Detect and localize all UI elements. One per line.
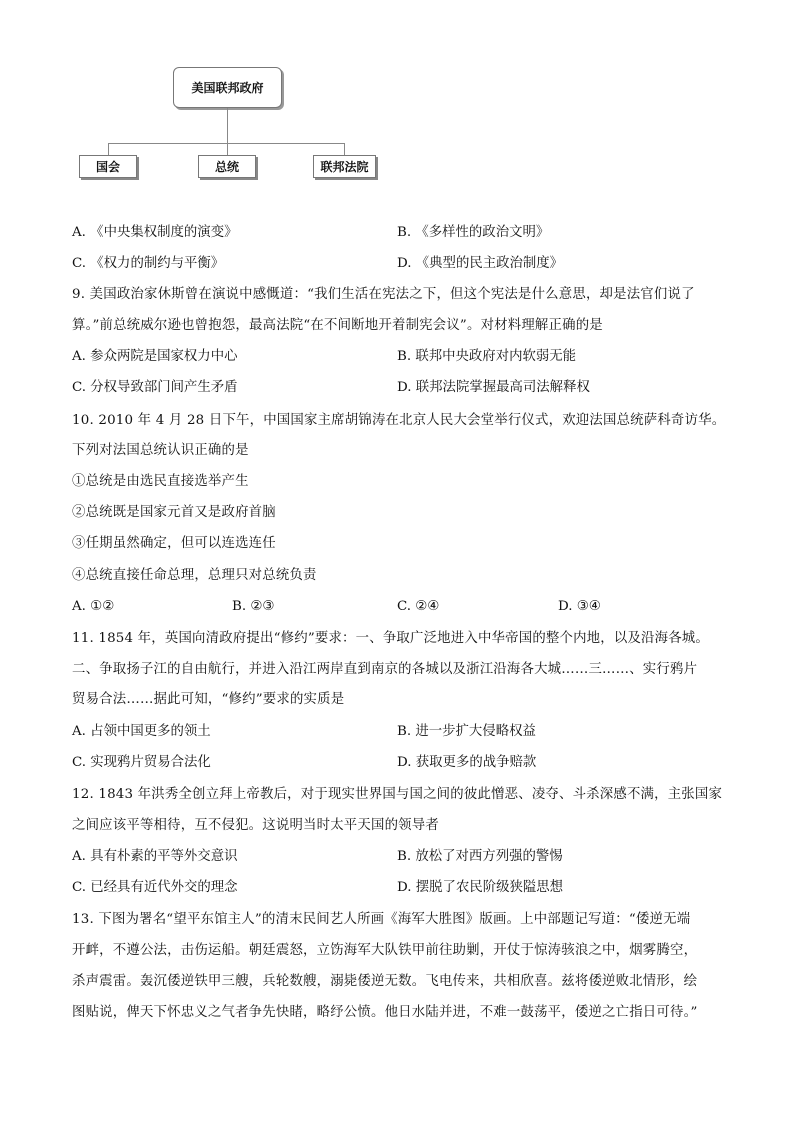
q10-statement: ①总统是由选民直接选举产生 bbox=[72, 474, 249, 489]
q10-option-b: B. ②③ bbox=[232, 599, 275, 614]
diagram-box-president: 总统 bbox=[198, 155, 256, 178]
q10-stem-line: 下列对法国总统认识正确的是 bbox=[72, 443, 249, 458]
q11-option-a: A. 占领中国更多的领土 bbox=[72, 724, 211, 739]
q12-option-a: A. 具有朴素的平等外交意识 bbox=[72, 849, 238, 864]
q13-stem-line: 杀声震雷。轰沉倭逆铁甲三艘，兵轮数艘，溺毙倭逆无数。飞电传来，共相欣喜。兹将倭逆败北情形，绘 bbox=[72, 974, 698, 989]
q10-option-a: A. ①② bbox=[72, 599, 115, 614]
diagram-box-federal-court: 联邦法院 bbox=[313, 155, 376, 178]
q11-option-d: D. 获取更多的战争赔款 bbox=[397, 755, 537, 770]
q9-stem-line: 算。”前总统威尔逊也曾抱怨，最高法院“在不间断地开着制宪会议”。对材料理解正确的是 bbox=[72, 318, 603, 333]
q10-stem-line: 10. 2010 年 4 月 28 日下午，中国国家主席胡锦涛在北京人民大会堂举行仪式，欢迎法国总统萨科奇访华。 bbox=[72, 413, 726, 428]
q8-option-a: A. 《中央集权制度的演变》 bbox=[72, 225, 238, 240]
q12-option-d: D. 摆脱了农民阶级狭隘思想 bbox=[397, 880, 564, 895]
q13-stem-line: 13. 下图为署名“望平东馆主人”的清末民间艺人所画《海军大胜图》版画。上中部题记写道：“倭逆无端 bbox=[72, 912, 691, 927]
q11-stem-line: 贸易合法……据此可知，“修约”要求的实质是 bbox=[72, 692, 345, 707]
q10-statement: ②总统既是国家元首又是政府首脑 bbox=[72, 505, 276, 520]
q9-option-a: A. 参众两院是国家权力中心 bbox=[72, 349, 238, 364]
diagram-connector bbox=[108, 143, 109, 155]
q12-option-b: B. 放松了对西方列强的警惕 bbox=[397, 849, 563, 864]
diagram-connector bbox=[344, 143, 345, 155]
q13-stem-line: 开衅，不遵公法，击伤运船。朝廷震怒，立饬海军大队铁甲前往助剿，开仗于惊涛骇浪之中，烟雾腾空， bbox=[72, 943, 698, 958]
diagram-connector bbox=[227, 108, 228, 144]
q13-stem-line: 图贴说，俾天下怀忠义之气者争先快睹，略纾公愤。他日水陆并进，不难一鼓荡平，倭逆之亡指日可待。” bbox=[72, 1005, 698, 1020]
q11-option-c: C. 实现鸦片贸易合法化 bbox=[72, 755, 211, 770]
q11-stem-line: 11. 1854 年，英国向清政府提出“修约”要求：一、争取广泛地进入中华帝国的整个内地，以及沿海各城。 bbox=[72, 631, 709, 646]
q12-stem-line: 12. 1843 年洪秀全创立拜上帝教后，对于现实世界国与国之间的彼此憎恶、凌夺、斗杀深感不满，主张国家 bbox=[72, 787, 723, 802]
q8-option-d: D. 《典型的民主政治制度》 bbox=[397, 256, 564, 271]
q9-stem-line: 9. 美国政治家休斯曾在演说中感慨道：“我们生活在宪法之下，但这个宪法是什么意思，却是法官们说了 bbox=[72, 287, 695, 302]
q10-option-d: D. ③④ bbox=[558, 599, 601, 614]
diagram-box-federal-government: 美国联邦政府 bbox=[173, 67, 282, 108]
q12-stem-line: 之间应该平等相待，互不侵犯。这说明当时太平天国的领导者 bbox=[72, 818, 439, 833]
q10-statement: ③任期虽然确定，但可以连选连任 bbox=[72, 536, 276, 551]
q11-option-b: B. 进一步扩大侵略权益 bbox=[397, 724, 536, 739]
q10-statement: ④总统直接任命总理，总理只对总统负责 bbox=[72, 568, 317, 583]
q10-option-c: C. ②④ bbox=[397, 599, 440, 614]
diagram-box-congress: 国会 bbox=[79, 155, 137, 178]
q9-option-d: D. 联邦法院掌握最高司法解释权 bbox=[397, 380, 590, 395]
q12-option-c: C. 已经具有近代外交的理念 bbox=[72, 880, 238, 895]
q9-option-b: B. 联邦中央政府对内软弱无能 bbox=[397, 349, 577, 364]
q9-option-c: C. 分权导致部门间产生矛盾 bbox=[72, 380, 238, 395]
q11-stem-line: 二、争取扬子江的自由航行，并进入沿江两岸直到南京的各城以及浙江沿海各大城……三……、实行鸦片 bbox=[72, 662, 698, 677]
q8-option-c: C. 《权力的制约与平衡》 bbox=[72, 256, 225, 271]
diagram-connector bbox=[227, 143, 228, 155]
federal-government-diagram bbox=[0, 0, 794, 200]
q8-option-b: B. 《多样性的政治文明》 bbox=[397, 225, 550, 240]
